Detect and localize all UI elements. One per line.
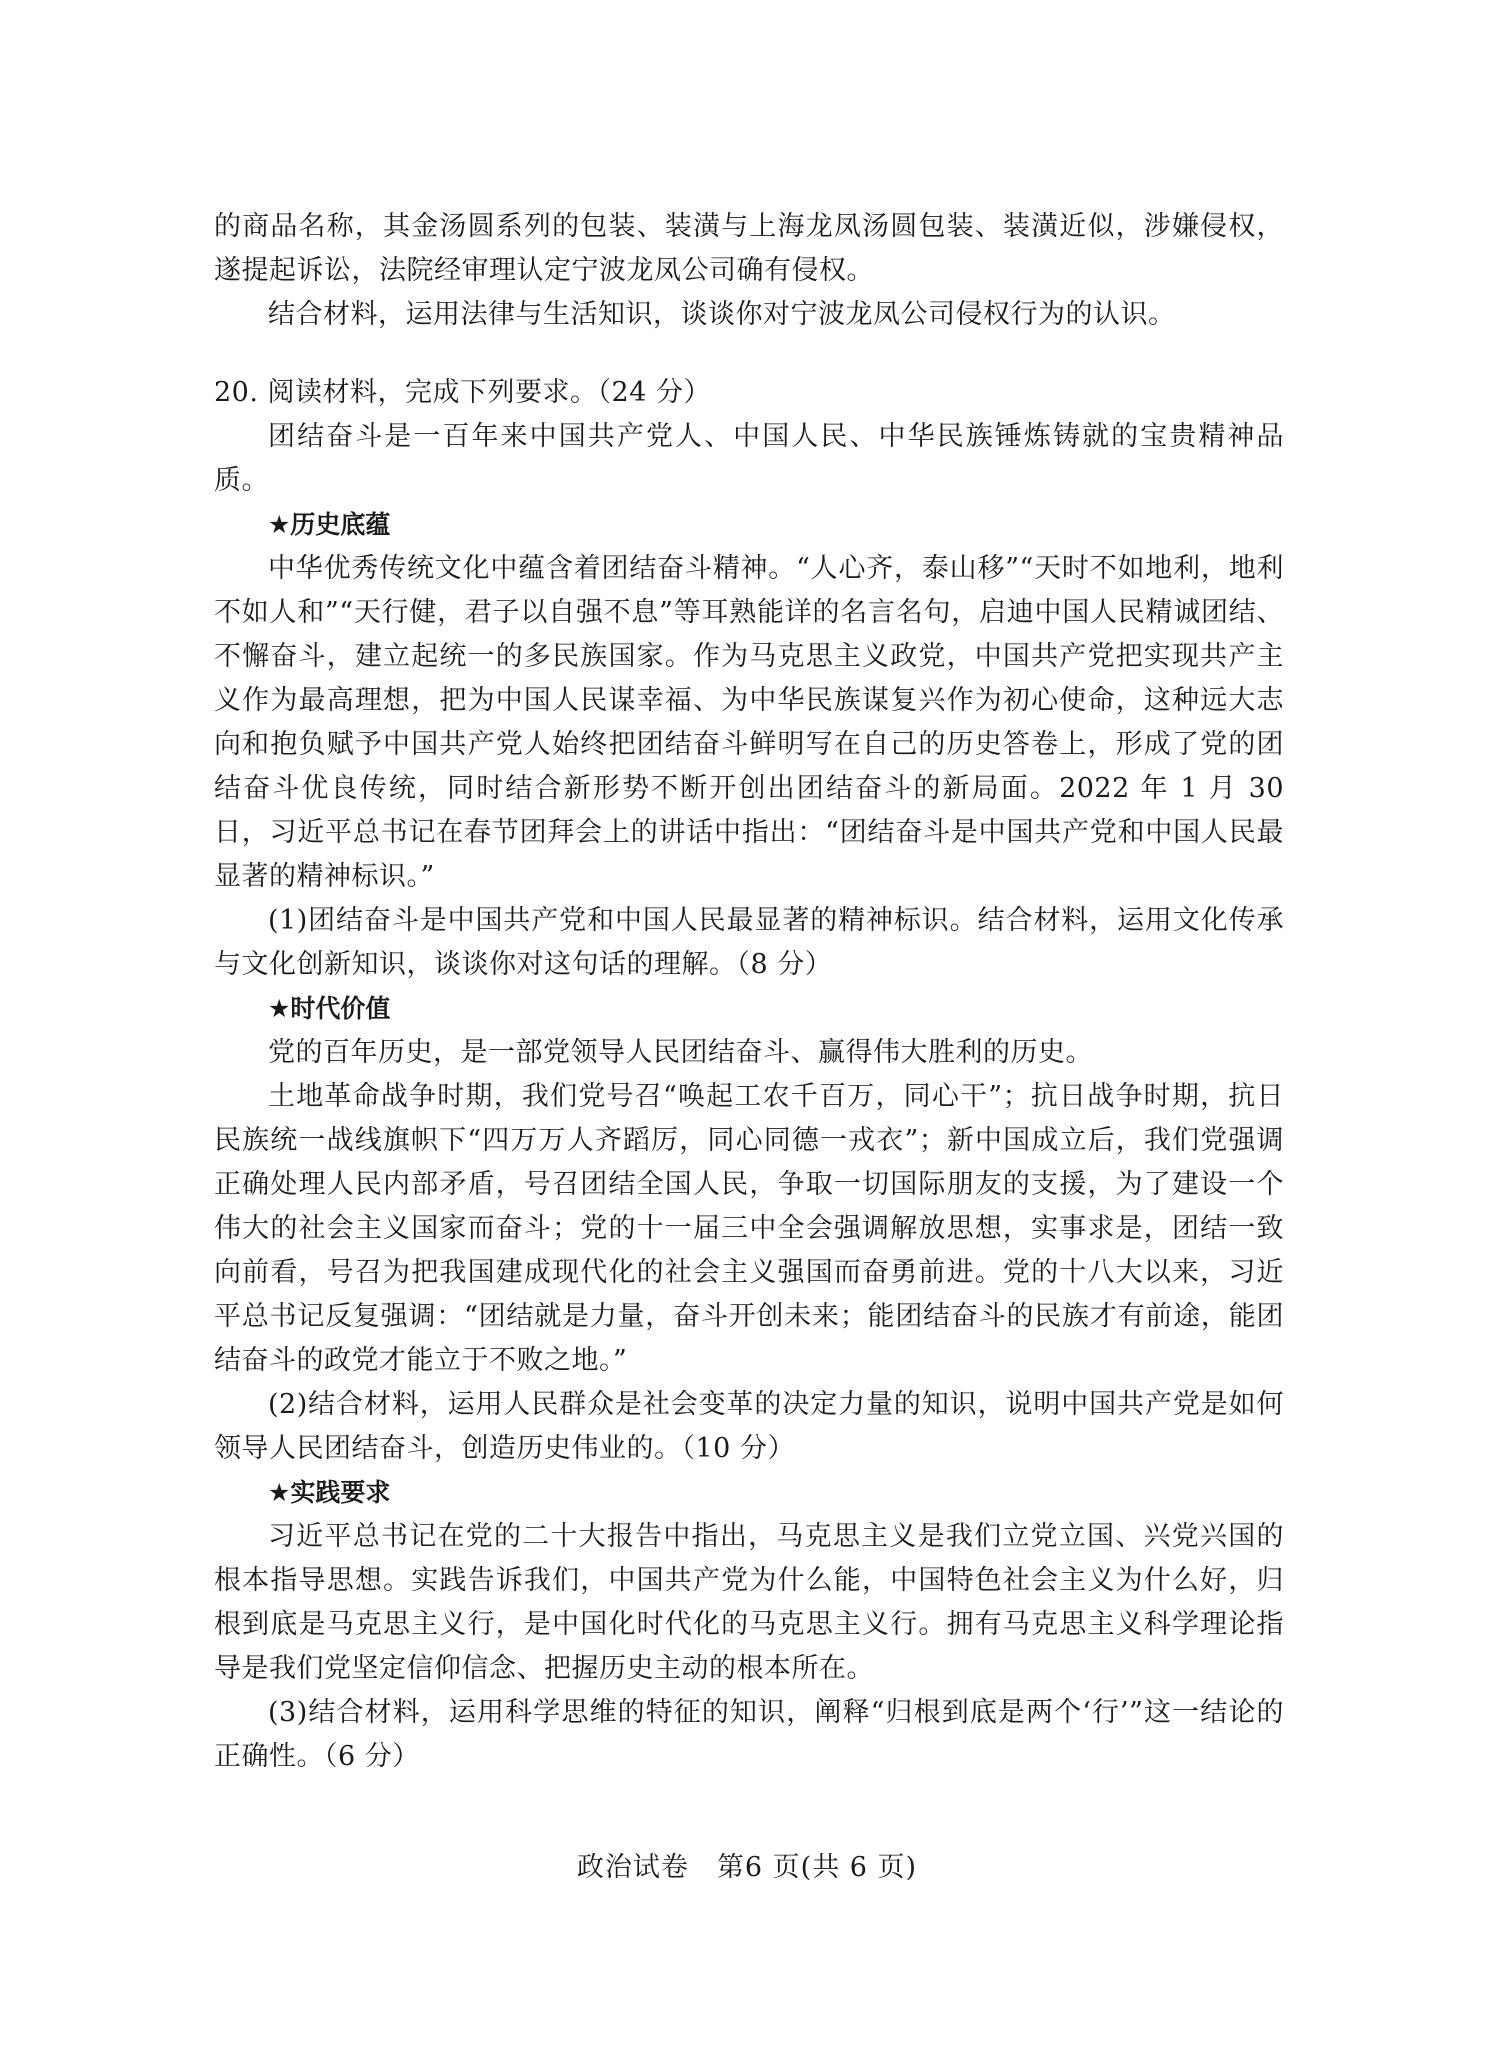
section-era-material-2: 土地革命战争时期，我们党号召“唤起工农千百万，同心干”；抗日战争时期，抗日民族统一战线旗帜下“四万万人齐蹈厉，同心同德一戎衣”；新中国成立后，我们党强调正确处理人民内部矛盾，号召团结全国人民，争取一切国际朋友的支援，为了建设一个伟大的社会主义国家而奋斗；党的十一届三中全会强调解放思想，实事求是，团结一致向前看，号召为把我国建成现代化的社会主义强国而奋勇前进。党的十八大以来，习近平总书记反复强调：“团结就是力量，奋斗开创未来；能团结奋斗的民族才有前途，能团结奋斗的政党才能立于不败之地。” (214, 1081, 1284, 1376)
section-heading-era-value: ★时代价值 (268, 994, 391, 1023)
continued-material: 的商品名称，其金汤圆系列的包装、装潢与上海龙凤汤圆包装、装潢近似，涉嫌侵权，遂提起诉讼，法院经审理认定宁波龙凤公司确有侵权。 (214, 211, 1284, 286)
page-content (214, 205, 1284, 1779)
section-era-material-1: 党的百年历史，是一部党领导人民团结奋斗、赢得伟大胜利的历史。 (268, 1037, 1093, 1068)
sub-question-2: (2)结合材料，运用人民群众是社会变革的决定力量的知识，说明中国共产党是如何领导人民团结奋斗，创造历史伟业的。（10 分） (214, 1389, 1284, 1464)
continued-question: 结合材料，运用法律与生活知识，谈谈你对宁波龙凤公司侵权行为的认识。 (268, 299, 1176, 330)
section-heading-practice: ★实践要求 (268, 1478, 391, 1507)
sub-question-3: (3)结合材料，运用科学思维的特征的知识，阐释“归根到底是两个‘行’”这一结论的正确性。（6 分） (214, 1697, 1284, 1772)
page-footer: 政治试卷 第6 页(共 6 页) (576, 1852, 918, 1883)
section-heading-history: ★历史底蕴 (268, 510, 391, 539)
section-practice-material: 习近平总书记在党的二十大报告中指出，马克思主义是我们立党立国、兴党兴国的根本指导思想。实践告诉我们，中国共产党为什么能，中国特色社会主义为什么好，归根到底是马克思主义行，是中国化时代化的马克思主义行。拥有马克思主义科学理论指导是我们党坚定信仰信念、把握历史主动的根本所在。 (214, 1521, 1284, 1684)
sub-question-1: (1)团结奋斗是中国共产党和中国人民最显著的精神标识。结合材料，运用文化传承与文化创新知识，谈谈你对这句话的理解。（8 分） (214, 905, 1284, 980)
question-20-intro: 团结奋斗是一百年来中国共产党人、中国人民、中华民族锤炼铸就的宝贵精神品质。 (214, 421, 1284, 496)
section-history-material: 中华优秀传统文化中蕴含着团结奋斗精神。“人心齐，泰山移”“天时不如地利，地利不如人和”“天行健，君子以自强不息”等耳熟能详的名言名句，启迪中国人民精诚团结、不懈奋斗，建立起统一的多民族国家。作为马克思主义政党，中国共产党把实现共产主义作为最高理想，把为中国人民谋幸福、为中华民族谋复兴作为初心使命，这种远大志向和抱负赋予中国共产党人始终把团结奋斗鲜明写在自己的历史答卷上，形成了党的团结奋斗优良传统，同时结合新形势不断开创出团结奋斗的新局面。2022 年 1 月 30 日，习近平总书记在春节团拜会上的讲话中指出：“团结奋斗是中国共产党和中国人民最显著的精神标识。” (214, 553, 1284, 892)
question-20-stem: 20. 阅读材料，完成下列要求。（24 分） (214, 377, 711, 408)
